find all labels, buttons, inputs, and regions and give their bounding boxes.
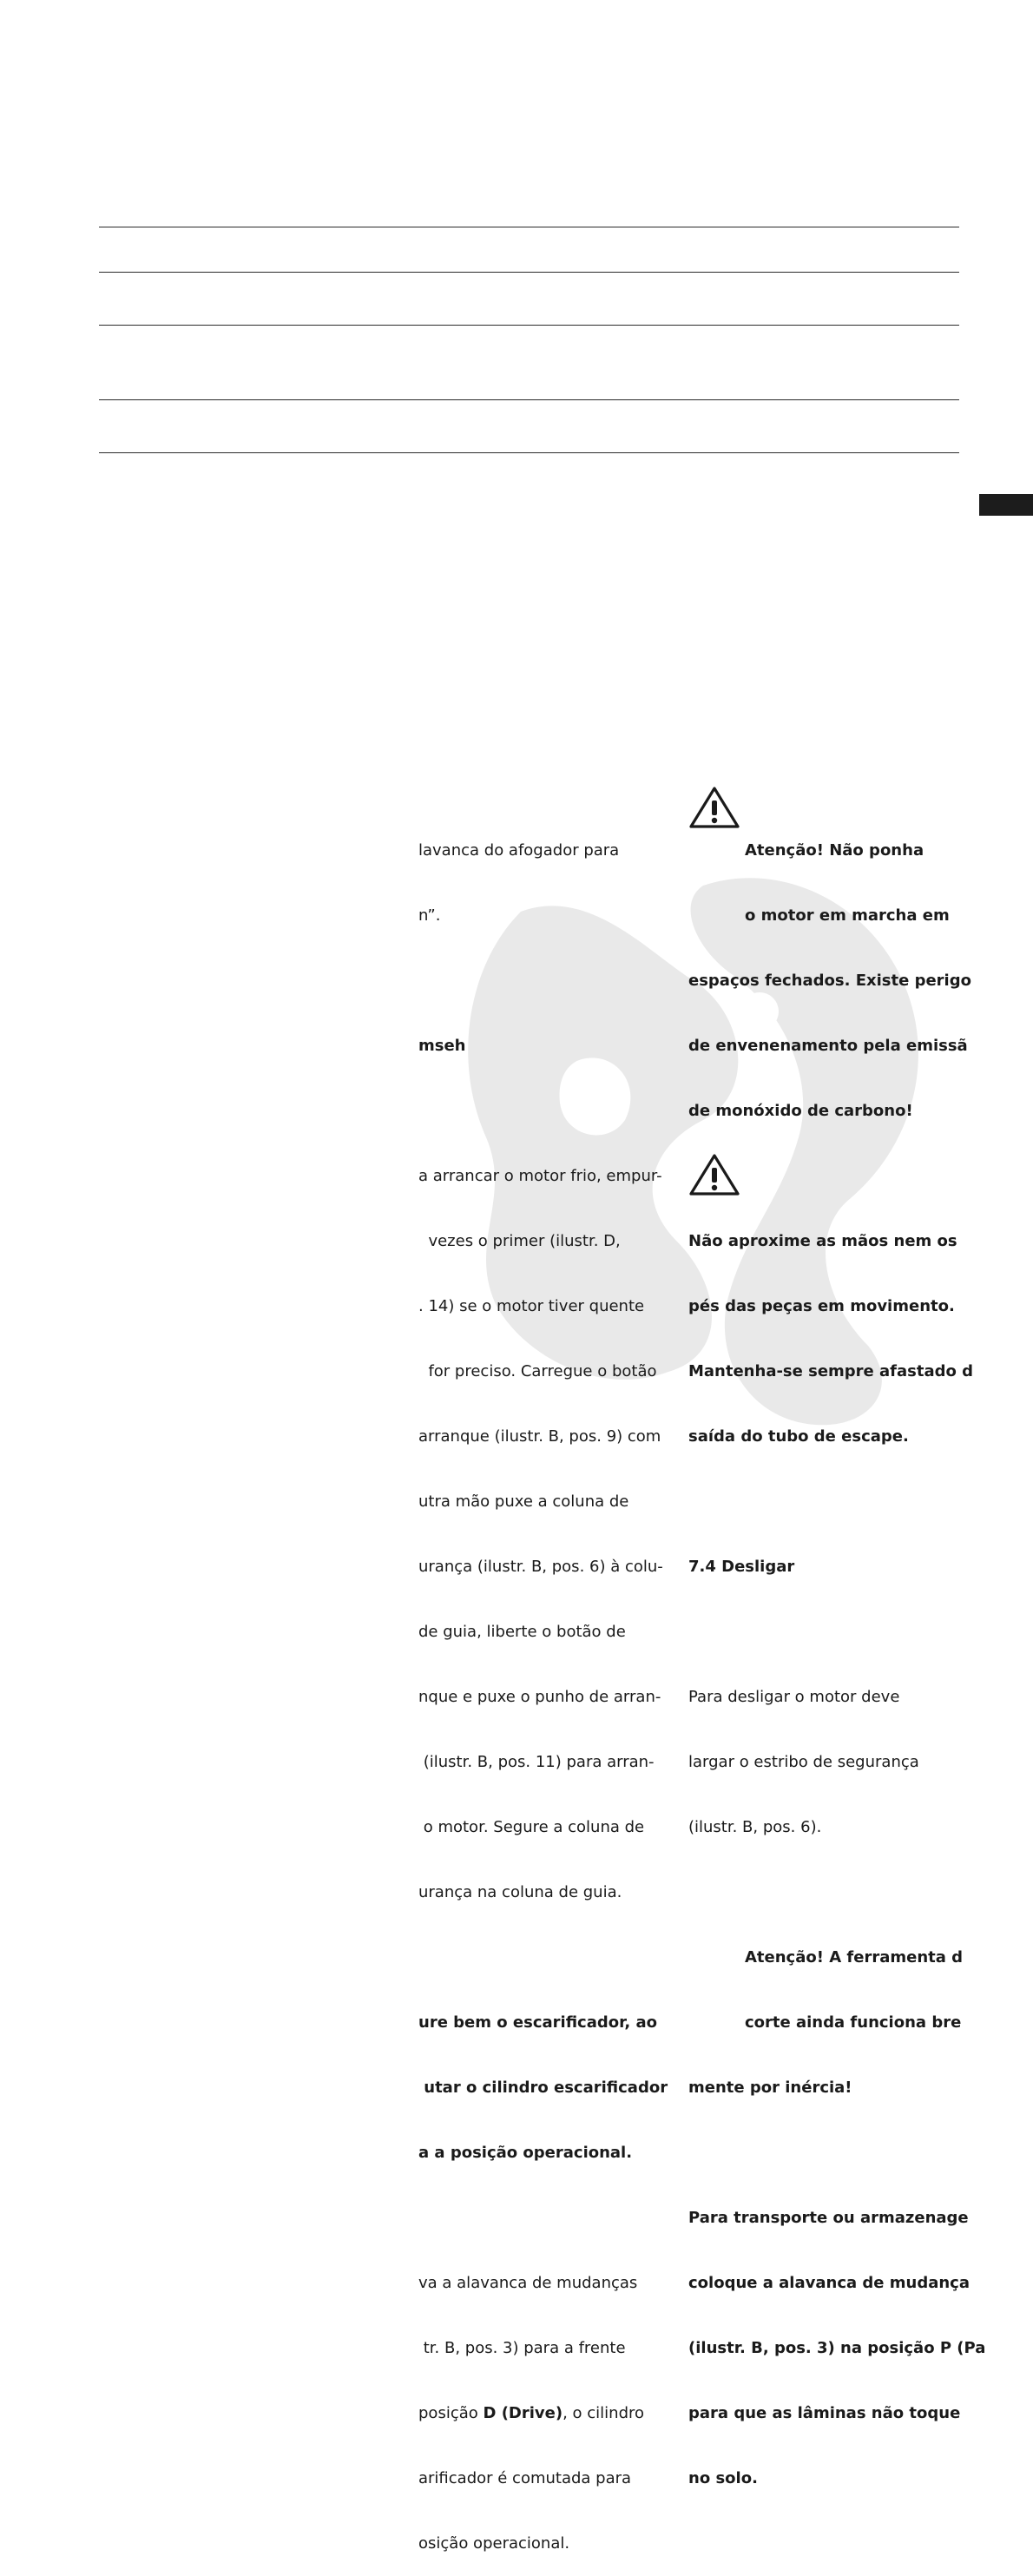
rule-line-3 — [99, 325, 959, 326]
right-text-column — [688, 796, 986, 2511]
text-line: Para desligar o motor deve — [688, 1688, 900, 1706]
warning-text-line: espaços fechados. Existe perigo — [688, 972, 971, 990]
bold-text-line: Não aproxime as mãos nem os — [688, 1232, 957, 1250]
rule-line-2 — [99, 272, 959, 273]
section-heading: 7.4 Desligar — [688, 1558, 795, 1576]
bold-text-line: a a posição operacional. — [418, 2144, 633, 2162]
text-line: osição operacional. — [418, 2534, 570, 2553]
text-line: urança na coluna de guia. — [418, 1883, 622, 1901]
text-line: nque e puxe o punho de arran- — [418, 1688, 661, 1706]
warning-text-line: corte ainda funciona bre — [745, 2013, 962, 2032]
bold-text-line: utar o cilindro escarificador — [418, 2079, 668, 2097]
bold-text-line: pés das peças em movimento. — [688, 1297, 955, 1315]
text-line: n”. — [418, 906, 441, 925]
text-line: (ilustr. B, pos. 6). — [688, 1818, 822, 1836]
text-line: for preciso. Carregue o botão — [418, 1362, 657, 1380]
text-line: va a alavanca de mudanças — [418, 2274, 638, 2292]
text-line: lavanca do afogador para — [418, 841, 620, 860]
text-line: vezes o primer (ilustr. D, — [418, 1232, 621, 1250]
text-fragment: , o cilindro — [563, 2404, 645, 2422]
text-line-drive — [418, 2402, 679, 2424]
left-text-column — [418, 796, 679, 2576]
text-line: urança (ilustr. B, pos. 6) à colu- — [418, 1558, 663, 1576]
warning-text-line: Atenção! Não ponha — [745, 841, 924, 860]
bold-text-line: Mantenha-se sempre afastado d — [688, 1362, 974, 1380]
bold-text-line: no solo. — [688, 2469, 758, 2487]
rule-line-5 — [99, 452, 959, 453]
text-line: largar o estribo de segurança — [688, 1753, 919, 1771]
warning-text-line: de envenenamento pela emissã — [688, 1037, 968, 1055]
section-heading-partial: mseh — [418, 1037, 466, 1055]
text-line: utra mão puxe a coluna de — [418, 1492, 629, 1511]
bold-text-line: (ilustr. B, pos. 3) na posição P (Pa — [688, 2339, 986, 2357]
bold-text-line: coloque a alavanca de mudança — [688, 2274, 970, 2292]
text-line: . 14) se o motor tiver quente — [418, 1297, 645, 1315]
text-line: de guia, liberte o botão de — [418, 1623, 626, 1641]
rule-line-4 — [99, 399, 959, 400]
text-fragment: posição — [418, 2404, 484, 2422]
text-line: o motor. Segure a coluna de — [418, 1818, 645, 1836]
warning-text-line: de monóxido de carbono! — [688, 1102, 913, 1120]
warning-text-line: mente por inércia! — [688, 2079, 852, 2097]
bold-text-line: saída do tubo de escape. — [688, 1427, 909, 1446]
language-side-tab — [979, 494, 1033, 516]
warning-text-line: o motor em marcha em — [745, 906, 950, 925]
text-line: tr. B, pos. 3) para a frente — [418, 2339, 626, 2357]
bold-text-line: ure bem o escarificador, ao — [418, 2013, 657, 2032]
text-line: a arrancar o motor frio, empur- — [418, 1167, 662, 1185]
warning-text-line: Atenção! A ferramenta d — [745, 1948, 964, 1967]
bold-text-line: para que as lâminas não toque — [688, 2404, 961, 2422]
drive-label: D (Drive) — [483, 2404, 563, 2422]
text-line: (ilustr. B, pos. 11) para arran- — [418, 1753, 655, 1771]
bold-text-line: Para transporte ou armazenage — [688, 2209, 969, 2227]
text-line: arranque (ilustr. B, pos. 9) com — [418, 1427, 661, 1446]
text-line: arificador é comutada para — [418, 2469, 632, 2487]
